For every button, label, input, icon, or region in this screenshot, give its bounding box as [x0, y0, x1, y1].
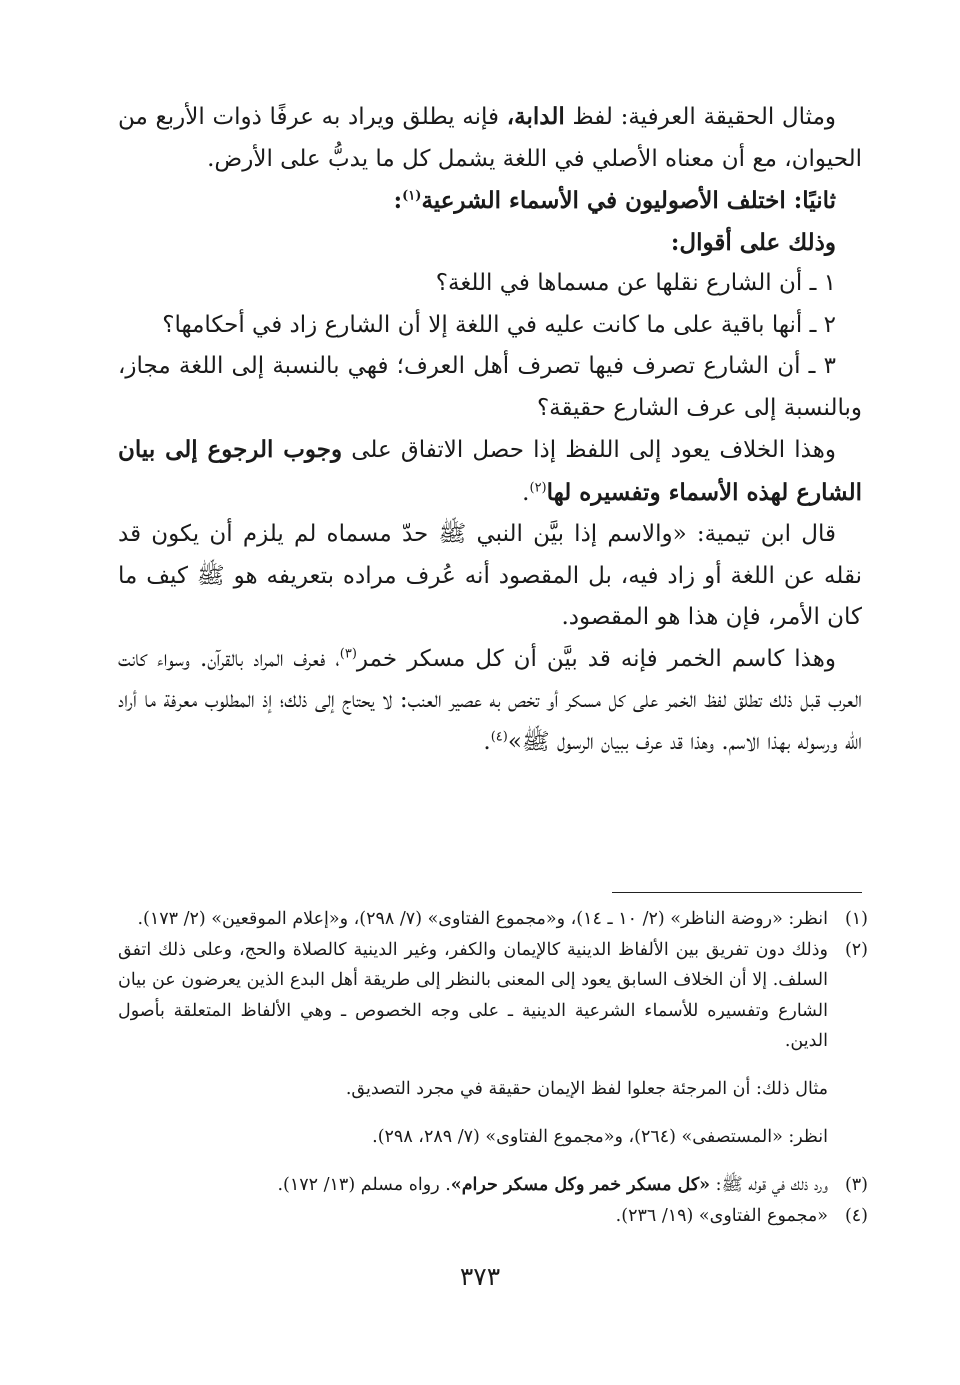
section-subheading: وذلك على أقوال:: [670, 228, 836, 256]
footnote-text: [118, 1170, 828, 1201]
paragraph-dispute: [118, 429, 862, 514]
list-item-1: ١ ـ أن الشارع نقلها عن مسماها في اللغة؟: [435, 270, 836, 296]
paragraph-text: وهذا كاسم الخمر فإنه قد بيَّن أن كل مسكر خمر: [356, 645, 836, 672]
footnote-ref[interactable]: (١): [402, 188, 422, 204]
footnote-number: (٤): [844, 1205, 868, 1226]
footnote-number: (٢): [844, 939, 868, 960]
list-item-3: ٣ ـ أن الشارع تصرف فيها تصرف أهل العرف؛ فهي بالنسبة إلى اللغة مجاز، وبالنسبة إلى عرف الشارع حقيقة؟: [118, 353, 862, 421]
paragraph-text: ، فعرف المراد بالقرآن. وسواء كانت العرب قبل ذلك تطلق لفظ الخمر على كل مسكر أو تخص به عصير العنب: لا يحتاج إلى ذلك؛ إذ المطلوب معرفة ما أراد الله ورسوله بهذا الاسم. وهذا قد عرف ببيان الرسول ﷺ»: [118, 645, 862, 755]
paragraph-ibn-taymiyyah: قال ابن تيمية: «والاسم إذا بيَّن النبي ﷺ حدّ مسماه لم يلزم أن يكون قد نقله عن اللغة أو زاد فيه، بل المقصود أنه عُرف مراده بتعريفه هو ﷺ كيف ما كان الأمر، فإن هذا هو المقصود.: [118, 521, 862, 630]
heading-punct: :: [393, 187, 403, 214]
footnote-reference: انظر: «المستصفى» (٢٦٤)، و«مجموع الفتاوى» (٧/ ٢٨٩، ٢٩٨).: [372, 1127, 828, 1147]
paragraph-khamr: [118, 639, 862, 764]
footnote-ref[interactable]: (٢): [529, 479, 547, 495]
paragraph-text: ومثال الحقيقة العرفية: لفظ: [564, 104, 836, 130]
paragraph-text: فإنه يطلق ويراد به عرفًا ذوات الأربع من الحيوان، مع أن معناه الأصلي في اللغة يشمل كل ما يدبُّ على الأرض.: [118, 104, 862, 172]
footnote-1: [118, 904, 868, 935]
bold-term: الدابة،: [506, 103, 565, 130]
footnote-number: (٣): [844, 1175, 868, 1195]
heading-text: ثانيًا: اختلف الأصوليون في الأسماء الشرعية: [421, 187, 836, 214]
footnote-4: [118, 1201, 868, 1232]
footnote-text: «مجموع الفتاوى» (١٩/ ٢٣٦).: [615, 1205, 828, 1226]
paragraph-punct: .: [522, 479, 530, 506]
footnote-ref[interactable]: (٣): [339, 645, 357, 661]
footnote-ref[interactable]: (٤): [490, 728, 508, 744]
footnote-example: مثال ذلك: أن المرجئة جعلوا لفظ الإيمان حقيقة في مجرد التصديق.: [345, 1079, 828, 1099]
footnote-text-pre: ورد ذلك في قوله ﷺ:: [710, 1175, 828, 1195]
section-heading-second: [118, 180, 862, 222]
footnote-text: انظر: «روضة الناظر» (٢/ ١٠ ـ ١٤)، و«مجموع الفتاوى» (٧/ ٢٩٨)، و«إعلام الموقعين» (٢/ ١٧٣).: [137, 909, 828, 929]
paragraph-text: وهذا الخلاف يعود إلى اللفظ إذا حصل الاتفاق على: [342, 437, 836, 463]
paragraph-customary-truth: [118, 96, 862, 180]
footnote-number: (١): [844, 909, 868, 929]
footnotes: [118, 904, 868, 1231]
hadith-quote: «كل مسكر خمر وكل مسكر حرام»: [450, 1175, 711, 1195]
footnote-3: [118, 1170, 868, 1201]
footnote-2: [118, 935, 868, 1057]
footnote-text: وذلك دون تفريق بين الألفاظ الدينية كالإيمان والكفر، وغير الدينية كالصلاة والحج، وعلى ذلك اتفق السلف. إلا أن الخلاف السابق يعود إلى المعنى بالنظر إلى طريقة أهل البدع الذين يعرضون عن بيان الشارع وتفسيره للأسماء الشرعية الدينية ـ على وجه الخصوص ـ وهي الألفاظ المتعلقة بأصول الدين.: [118, 939, 828, 1051]
page-number: ٣٧٣: [459, 1262, 501, 1291]
footnote-divider: [612, 892, 862, 893]
paragraph-punct: .: [483, 728, 491, 755]
footnote-text-post: . رواه مسلم (١٣/ ١٧٢).: [277, 1175, 451, 1195]
bold-phrase: وجوب الرجوع إلى بيان الشارع لهذه الأسماء وتفسيره لها: [118, 436, 862, 506]
list-item-2: ٢ ـ أنها باقية على ما كانت عليه في اللغة إلا أن الشارع زاد في أحكامها؟: [162, 311, 836, 338]
main-text: [118, 96, 862, 763]
